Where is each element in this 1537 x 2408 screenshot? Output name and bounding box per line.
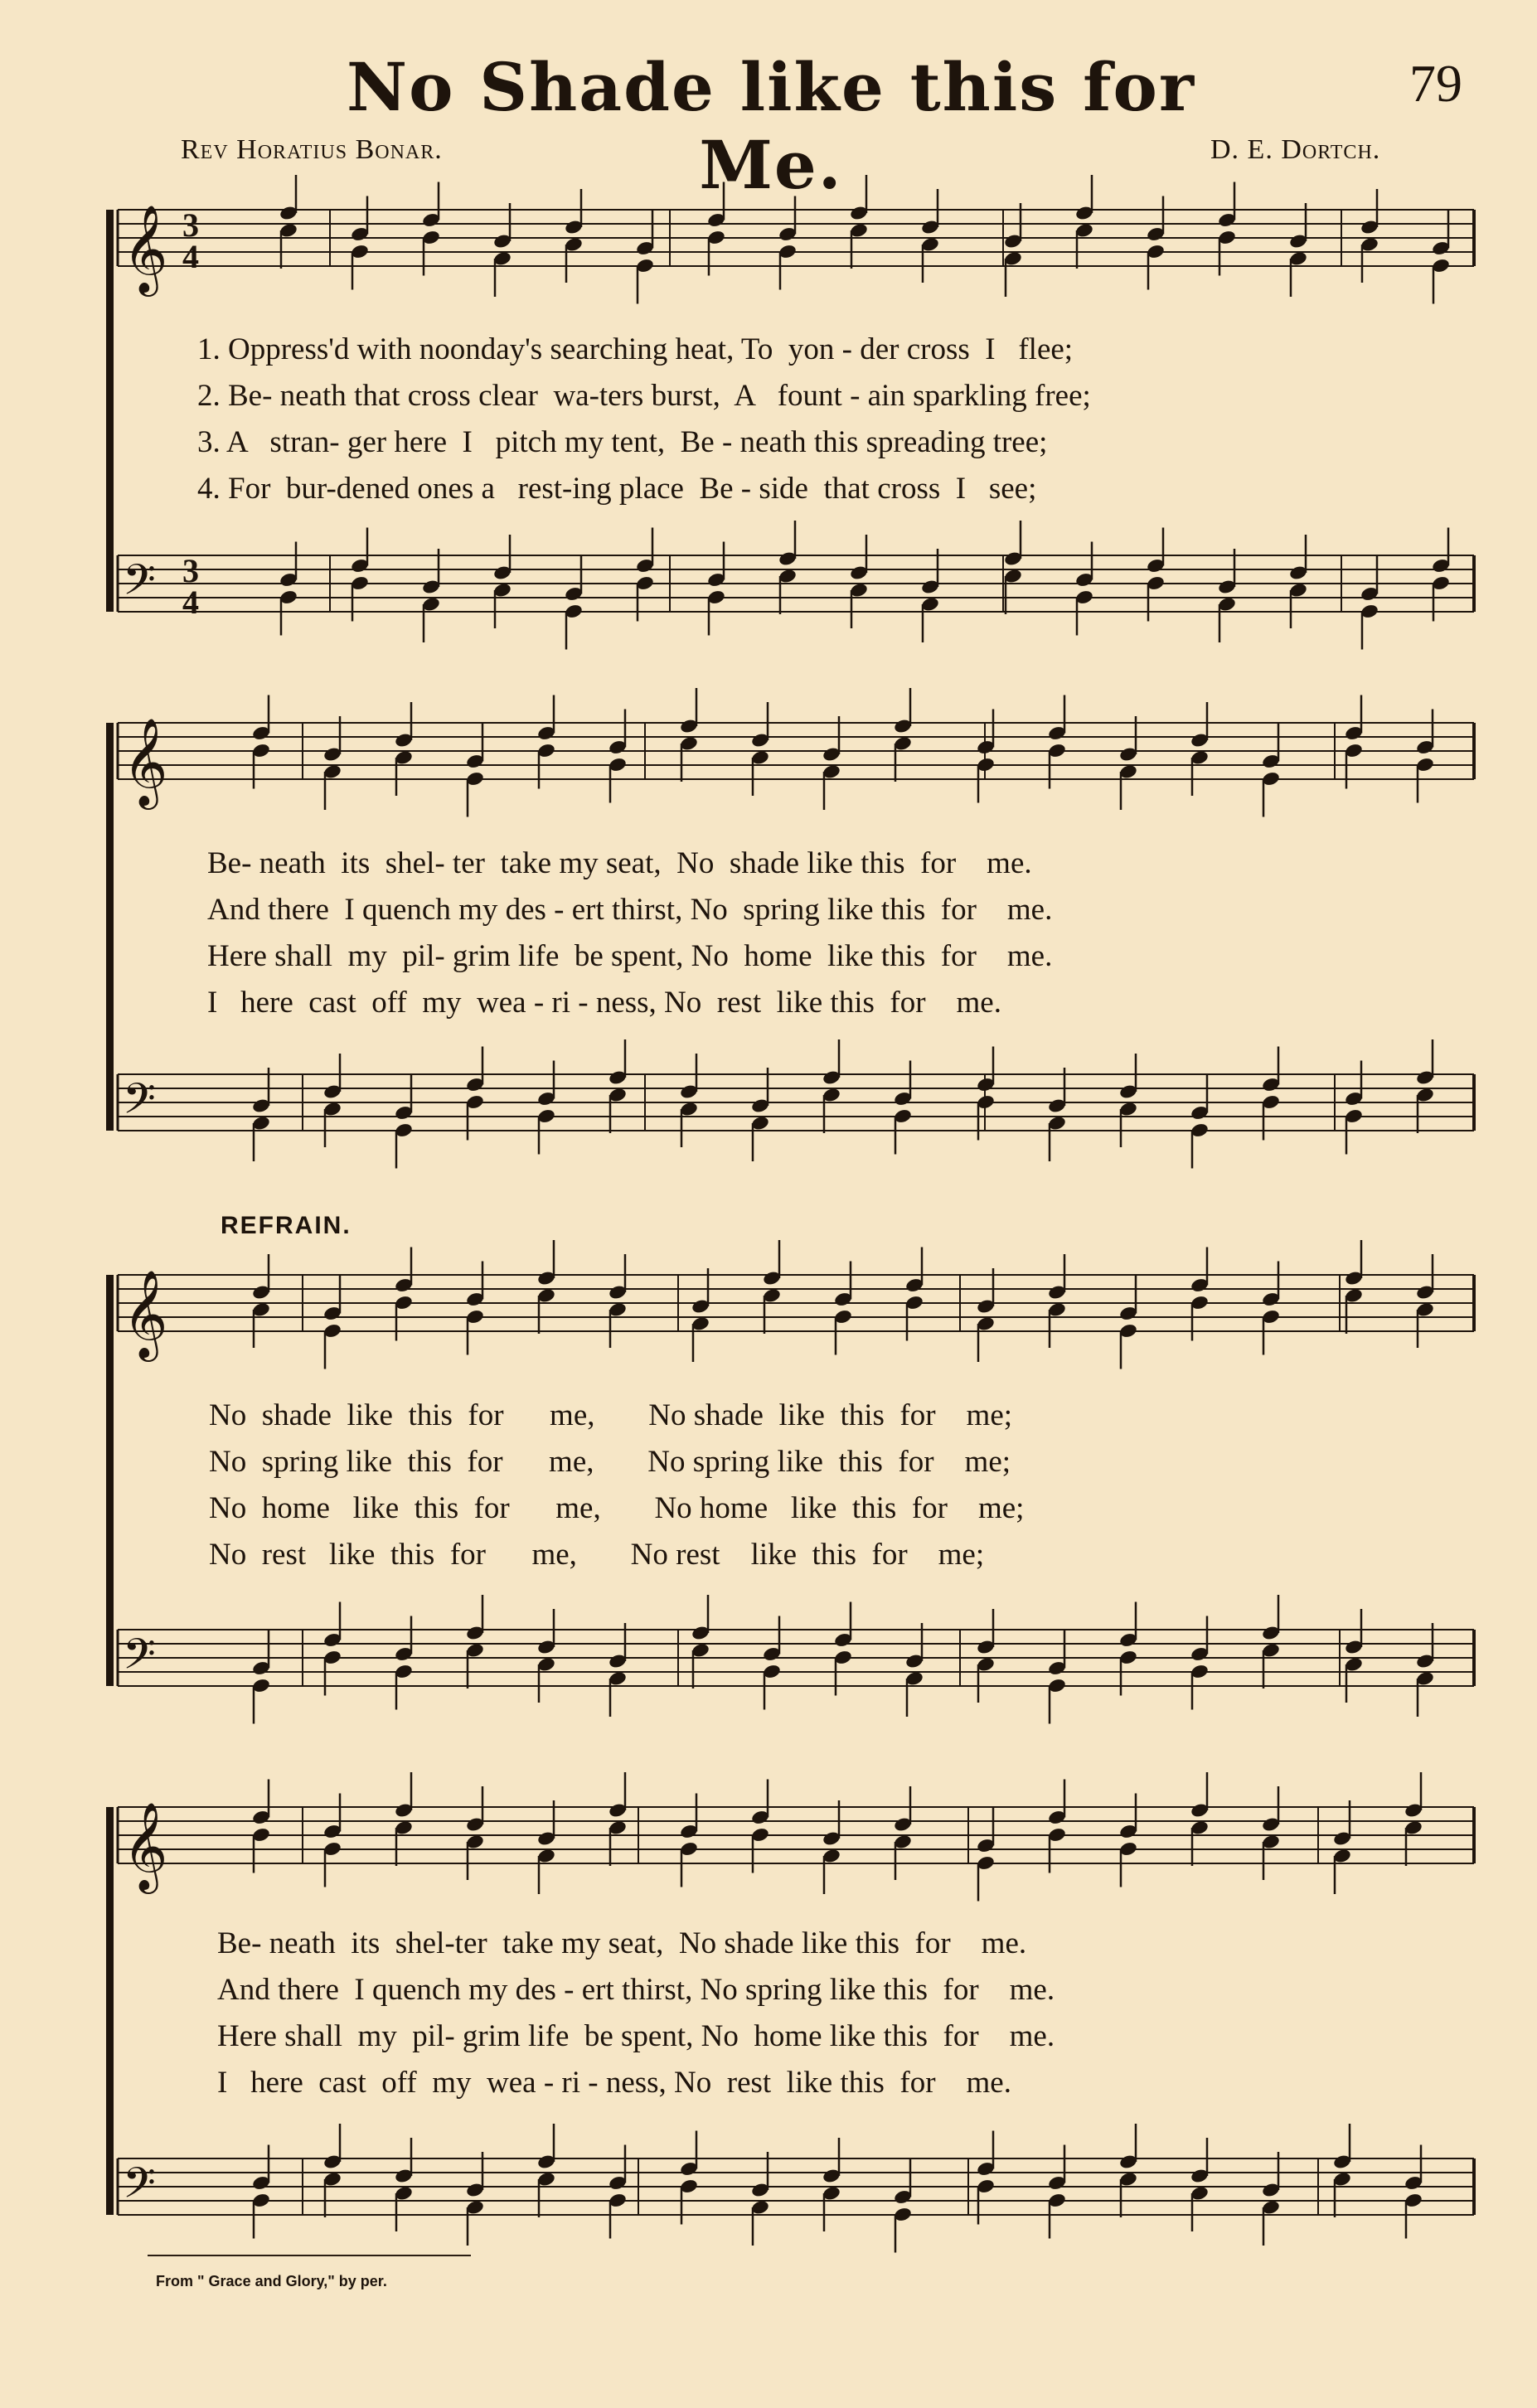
bass-clef-icon: 𝄢 [123,555,156,615]
time-signature-denominator: 4 [182,584,199,621]
lyric-line: And there I quench my des - ert thirst, No spring like this for me. [207,893,1053,927]
lyric-line: I here cast off my wea - ri - ness, No rest like this for me. [207,986,1001,1020]
lyrics-refrain-part-2 [217,1926,1477,2116]
lyric-line: No home like this for me, No home like this for me; [209,1491,1025,1525]
treble-clef-icon: 𝄞 [123,204,168,293]
system-bracket [106,1275,114,1686]
lyric-line: No rest like this for me, No rest like this for me; [209,1538,985,1572]
time-signature-numerator: 3 [182,206,199,244]
bass-clef-icon: 𝄢 [123,1629,156,1689]
system-bracket [106,1807,114,2215]
lyric-line: 1. Oppress'd with noonday's searching heat, To yon - der cross I flee; [197,332,1074,366]
lyrics-refrain-part-1 [209,1398,1469,1588]
lyric-line: Here shall my pil- grim life be spent, No home like this for me. [217,2019,1055,2053]
time-signature-denominator: 4 [182,238,199,275]
bass-clef-icon: 𝄢 [123,1073,156,1134]
lyric-line: No spring like this for me, No spring like this for me; [209,1445,1011,1479]
lyric-line: 4. For bur-dened ones a rest-ing place Be - side that cross I see; [197,472,1037,506]
system-bracket [106,210,114,612]
author-credit: Rev Horatius Bonar. [181,134,443,165]
lyric-line: I here cast off my wea - ri - ness, No rest like this for me. [217,2066,1011,2100]
lyric-line: Here shall my pil- grim life be spent, No home like this for me. [207,939,1053,973]
lyric-line: 2. Be- neath that cross clear wa-ters burst, A fount - ain sparkling free; [197,379,1091,413]
lyric-line: No shade like this for me, No shade like this for me; [209,1398,1013,1432]
lyric-line: 3. A stran- ger here I pitch my tent, Be - neath this spreading tree; [197,425,1048,459]
treble-clef-icon: 𝄞 [123,1269,168,1358]
composer-credit: D. E. Dortch. [1210,134,1381,165]
source-footnote: From " Grace and Glory," by per. [156,2273,387,2289]
time-signature-numerator: 3 [182,552,199,589]
lyric-line: Be- neath its shel- ter take my seat, No shade like this for me. [207,846,1032,880]
refrain-label: REFRAIN. [221,1212,352,1239]
lyrics-verse-part-2 [207,845,1467,1036]
bass-clef-icon: 𝄢 [123,2158,156,2218]
lyric-line: And there I quench my des - ert thirst, No spring like this for me. [217,1973,1055,2007]
system-bracket [106,723,114,1131]
treble-clef-icon: 𝄞 [123,1801,168,1890]
hymn-title: No Shade like this for Me. [346,48,1196,204]
treble-clef-icon: 𝄞 [123,717,168,806]
page-number: 79 [1409,54,1462,113]
footer-rule [148,2255,471,2256]
lyrics-verse-part-1 [197,332,1457,522]
lyric-line: Be- neath its shel-ter take my seat, No shade like this for me. [217,1926,1027,1960]
